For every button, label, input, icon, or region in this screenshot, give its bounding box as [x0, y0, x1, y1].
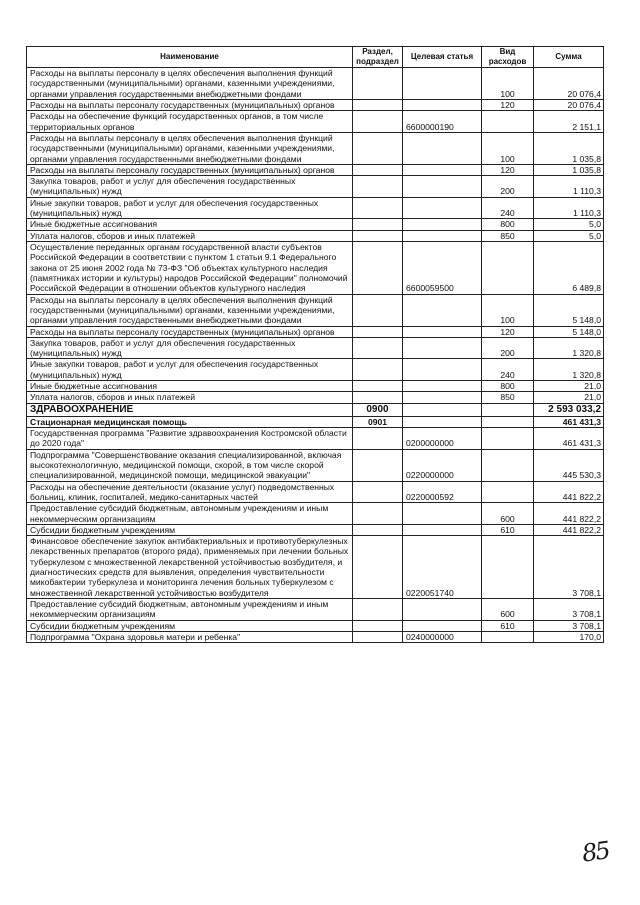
header-article: Целевая статья [403, 47, 482, 68]
row-article [403, 381, 482, 392]
row-article: 0240000000 [403, 631, 482, 642]
row-section [353, 197, 403, 219]
row-section [353, 99, 403, 110]
row-sum: 1 320,8 [534, 359, 604, 381]
row-kind: 120 [482, 326, 534, 337]
row-article [403, 230, 482, 241]
row-kind [482, 449, 534, 481]
row-sum: 3 708,1 [534, 620, 604, 631]
row-section [353, 524, 403, 535]
row-name: Расходы на обеспечение функций государственных органов, в том числе территориальных органов [27, 111, 353, 133]
row-name: ЗДРАВООХРАНЕНИЕ [27, 403, 353, 416]
row-sum: 21,0 [534, 381, 604, 392]
row-kind: 200 [482, 176, 534, 198]
row-kind: 850 [482, 392, 534, 403]
row-article: 0220000592 [403, 481, 482, 503]
row-article [403, 219, 482, 230]
row-sum: 461 431,3 [534, 416, 604, 427]
table-row [27, 164, 604, 175]
row-name: Предоставление субсидий бюджетным, автономным учреждениям и иным некоммерческим организациям [27, 599, 353, 621]
row-section [353, 620, 403, 631]
handwritten-page-number: 85 [580, 836, 611, 868]
row-kind: 240 [482, 359, 534, 381]
row-article [403, 599, 482, 621]
row-name: Расходы на выплаты персоналу в целях обеспечения выполнения функций государственными (муниципальными) органами, казенными учреждениями, органами управления государственными внебюджетными фондами [27, 68, 353, 100]
table-row [27, 197, 604, 219]
row-section [353, 230, 403, 241]
row-sum: 1 110,3 [534, 176, 604, 198]
row-section: 0900 [353, 403, 403, 416]
row-section [353, 599, 403, 621]
row-article: 6600059500 [403, 242, 482, 295]
row-sum: 441 822,2 [534, 481, 604, 503]
row-name: Расходы на обеспечение деятельности (оказание услуг) подведомственных больниц, клиник, госпиталей, медико-санитарных частей [27, 481, 353, 503]
table-row [27, 392, 604, 403]
row-article [403, 403, 482, 416]
row-name: Расходы на выплаты персоналу в целях обеспечения выполнения функций государственными (муниципальными) органами, казенными учреждениями, органами управления государственными внебюджетными фондами [27, 132, 353, 164]
row-name: Осуществление переданных органам государственной власти субъектов Российской Федерации в соответствии с пунктом 1 статьи 9.1 Федерального закона от 25 июня 2002 года № 73-ФЗ "Об объектах культурного наследия (памятниках истории и культуры) народов Российской Федерации" полномочий Российской Федерации в отношении объектов культурного наследия [27, 242, 353, 295]
table-row [27, 132, 604, 164]
row-kind: 850 [482, 230, 534, 241]
row-name: Стационарная медицинская помощь [27, 416, 353, 427]
row-name: Закупка товаров, работ и услуг для обеспечения государственных (муниципальных) нужд [27, 176, 353, 198]
row-section [353, 132, 403, 164]
row-section [353, 359, 403, 381]
row-section [353, 326, 403, 337]
row-kind [482, 403, 534, 416]
table-row [27, 359, 604, 381]
table-row [27, 326, 604, 337]
table-row [27, 631, 604, 642]
row-article [403, 359, 482, 381]
row-sum: 1 110,3 [534, 197, 604, 219]
row-article [403, 99, 482, 110]
row-article: 0200000000 [403, 428, 482, 450]
row-name: Расходы на выплаты персоналу государственных (муниципальных) органов [27, 164, 353, 175]
row-article [403, 164, 482, 175]
table-row [27, 111, 604, 133]
row-section [353, 242, 403, 295]
row-kind: 600 [482, 599, 534, 621]
row-article [403, 524, 482, 535]
row-section [353, 381, 403, 392]
row-sum: 5,0 [534, 230, 604, 241]
row-section [353, 219, 403, 230]
row-name: Иные закупки товаров, работ и услуг для обеспечения государственных (муниципальных) нужд [27, 197, 353, 219]
table-row [27, 230, 604, 241]
row-sum: 3 708,1 [534, 536, 604, 599]
row-section [353, 449, 403, 481]
row-name: Уплата налогов, сборов и иных платежей [27, 392, 353, 403]
table-row [27, 176, 604, 198]
header-kind: Вид расходов [482, 47, 534, 68]
table-row [27, 620, 604, 631]
row-article [403, 68, 482, 100]
table-row [27, 416, 604, 427]
row-name: Предоставление субсидий бюджетным, автономным учреждениям и иным некоммерческим организациям [27, 503, 353, 525]
row-name: Подпрограмма "Охрана здоровья матери и ребенка" [27, 631, 353, 642]
row-section [353, 111, 403, 133]
table-row [27, 242, 604, 295]
row-article [403, 416, 482, 427]
row-kind [482, 416, 534, 427]
row-sum: 5,0 [534, 219, 604, 230]
row-kind [482, 536, 534, 599]
table-row [27, 449, 604, 481]
table-body [27, 68, 604, 643]
row-article [403, 620, 482, 631]
row-section [353, 428, 403, 450]
row-kind: 120 [482, 99, 534, 110]
table-row [27, 337, 604, 359]
row-name: Расходы на выплаты персоналу государственных (муниципальных) органов [27, 99, 353, 110]
row-article: 0220000000 [403, 449, 482, 481]
row-section [353, 631, 403, 642]
row-kind: 610 [482, 620, 534, 631]
row-section [353, 176, 403, 198]
row-section [353, 392, 403, 403]
row-name: Расходы на выплаты персоналу государственных (муниципальных) органов [27, 326, 353, 337]
row-article: 0220051740 [403, 536, 482, 599]
row-sum: 461 431,3 [534, 428, 604, 450]
row-article: 6600000190 [403, 111, 482, 133]
table-row [27, 219, 604, 230]
table-row [27, 536, 604, 599]
row-kind [482, 111, 534, 133]
row-name: Субсидии бюджетным учреждениям [27, 620, 353, 631]
row-sum: 445 530,3 [534, 449, 604, 481]
row-article [403, 503, 482, 525]
row-sum: 441 822,2 [534, 524, 604, 535]
row-article [403, 326, 482, 337]
header-sum: Сумма [534, 47, 604, 68]
row-kind: 800 [482, 219, 534, 230]
row-sum: 2 593 033,2 [534, 403, 604, 416]
table-row [27, 428, 604, 450]
row-name: Иные бюджетные ассигнования [27, 219, 353, 230]
row-section [353, 481, 403, 503]
row-sum: 2 151,1 [534, 111, 604, 133]
row-kind: 100 [482, 294, 534, 326]
table-row [27, 481, 604, 503]
table-row [27, 524, 604, 535]
row-section [353, 164, 403, 175]
row-sum: 1 035,8 [534, 164, 604, 175]
row-article [403, 337, 482, 359]
row-kind [482, 428, 534, 450]
row-section [353, 337, 403, 359]
table-row [27, 294, 604, 326]
row-section [353, 503, 403, 525]
header-section: Раздел, подраздел [353, 47, 403, 68]
row-sum: 1 035,8 [534, 132, 604, 164]
row-name: Закупка товаров, работ и услуг для обеспечения государственных (муниципальных) нужд [27, 337, 353, 359]
table-row [27, 503, 604, 525]
row-section [353, 294, 403, 326]
row-kind: 240 [482, 197, 534, 219]
header-name: Наименование [27, 47, 353, 68]
row-sum: 6 489,8 [534, 242, 604, 295]
row-article [403, 392, 482, 403]
row-name: Иные закупки товаров, работ и услуг для обеспечения государственных (муниципальных) нужд [27, 359, 353, 381]
table-row [27, 599, 604, 621]
table-row [27, 403, 604, 416]
row-kind: 200 [482, 337, 534, 359]
row-section [353, 536, 403, 599]
row-kind: 600 [482, 503, 534, 525]
row-kind: 120 [482, 164, 534, 175]
row-kind [482, 481, 534, 503]
row-name: Уплата налогов, сборов и иных платежей [27, 230, 353, 241]
row-name: Государственная программа "Развитие здравоохранения Костромской области до 2020 года" [27, 428, 353, 450]
row-kind: 100 [482, 68, 534, 100]
row-kind [482, 242, 534, 295]
row-name: Иные бюджетные ассигнования [27, 381, 353, 392]
header-row [27, 47, 604, 68]
row-name: Расходы на выплаты персоналу в целях обеспечения выполнения функций государственными (муниципальными) органами, казенными учреждениями, органами управления государственными внебюджетными фондами [27, 294, 353, 326]
row-sum: 5 148,0 [534, 326, 604, 337]
row-kind: 610 [482, 524, 534, 535]
table-row [27, 68, 604, 100]
table-row [27, 381, 604, 392]
row-kind: 800 [482, 381, 534, 392]
row-name: Подпрограмма "Совершенствование оказания специализированной, включая высокотехнологичную, медицинской помощи, скорой, в том числе скорой специализированной, медицинской помощи, медицинской эвакуации" [27, 449, 353, 481]
row-section: 0901 [353, 416, 403, 427]
row-section [353, 68, 403, 100]
row-sum: 441 822,2 [534, 503, 604, 525]
row-sum: 170,0 [534, 631, 604, 642]
row-article [403, 132, 482, 164]
row-article [403, 176, 482, 198]
row-sum: 20 076,4 [534, 99, 604, 110]
row-name: Финансовое обеспечение закупок антибактериальных и противотуберкулезных лекарственных препаратов (второго ряда), применяемых при лечении больных туберкулезом с множественной лекарственной устойчивостью возбудителя, и диагностических средств для выявления, определения чувствительности микобактерии туберкулеза и мониторинга лечения больных туберкулезом с множественной лекарственной устойчивостью возбудителя [27, 536, 353, 599]
row-sum: 20 076,4 [534, 68, 604, 100]
row-kind [482, 631, 534, 642]
row-sum: 21,0 [534, 392, 604, 403]
row-kind: 100 [482, 132, 534, 164]
row-sum: 5 148,0 [534, 294, 604, 326]
row-name: Субсидии бюджетным учреждениям [27, 524, 353, 535]
table-row [27, 99, 604, 110]
row-sum: 1 320,8 [534, 337, 604, 359]
row-article [403, 294, 482, 326]
row-sum: 3 708,1 [534, 599, 604, 621]
budget-table [26, 46, 604, 643]
row-article [403, 197, 482, 219]
